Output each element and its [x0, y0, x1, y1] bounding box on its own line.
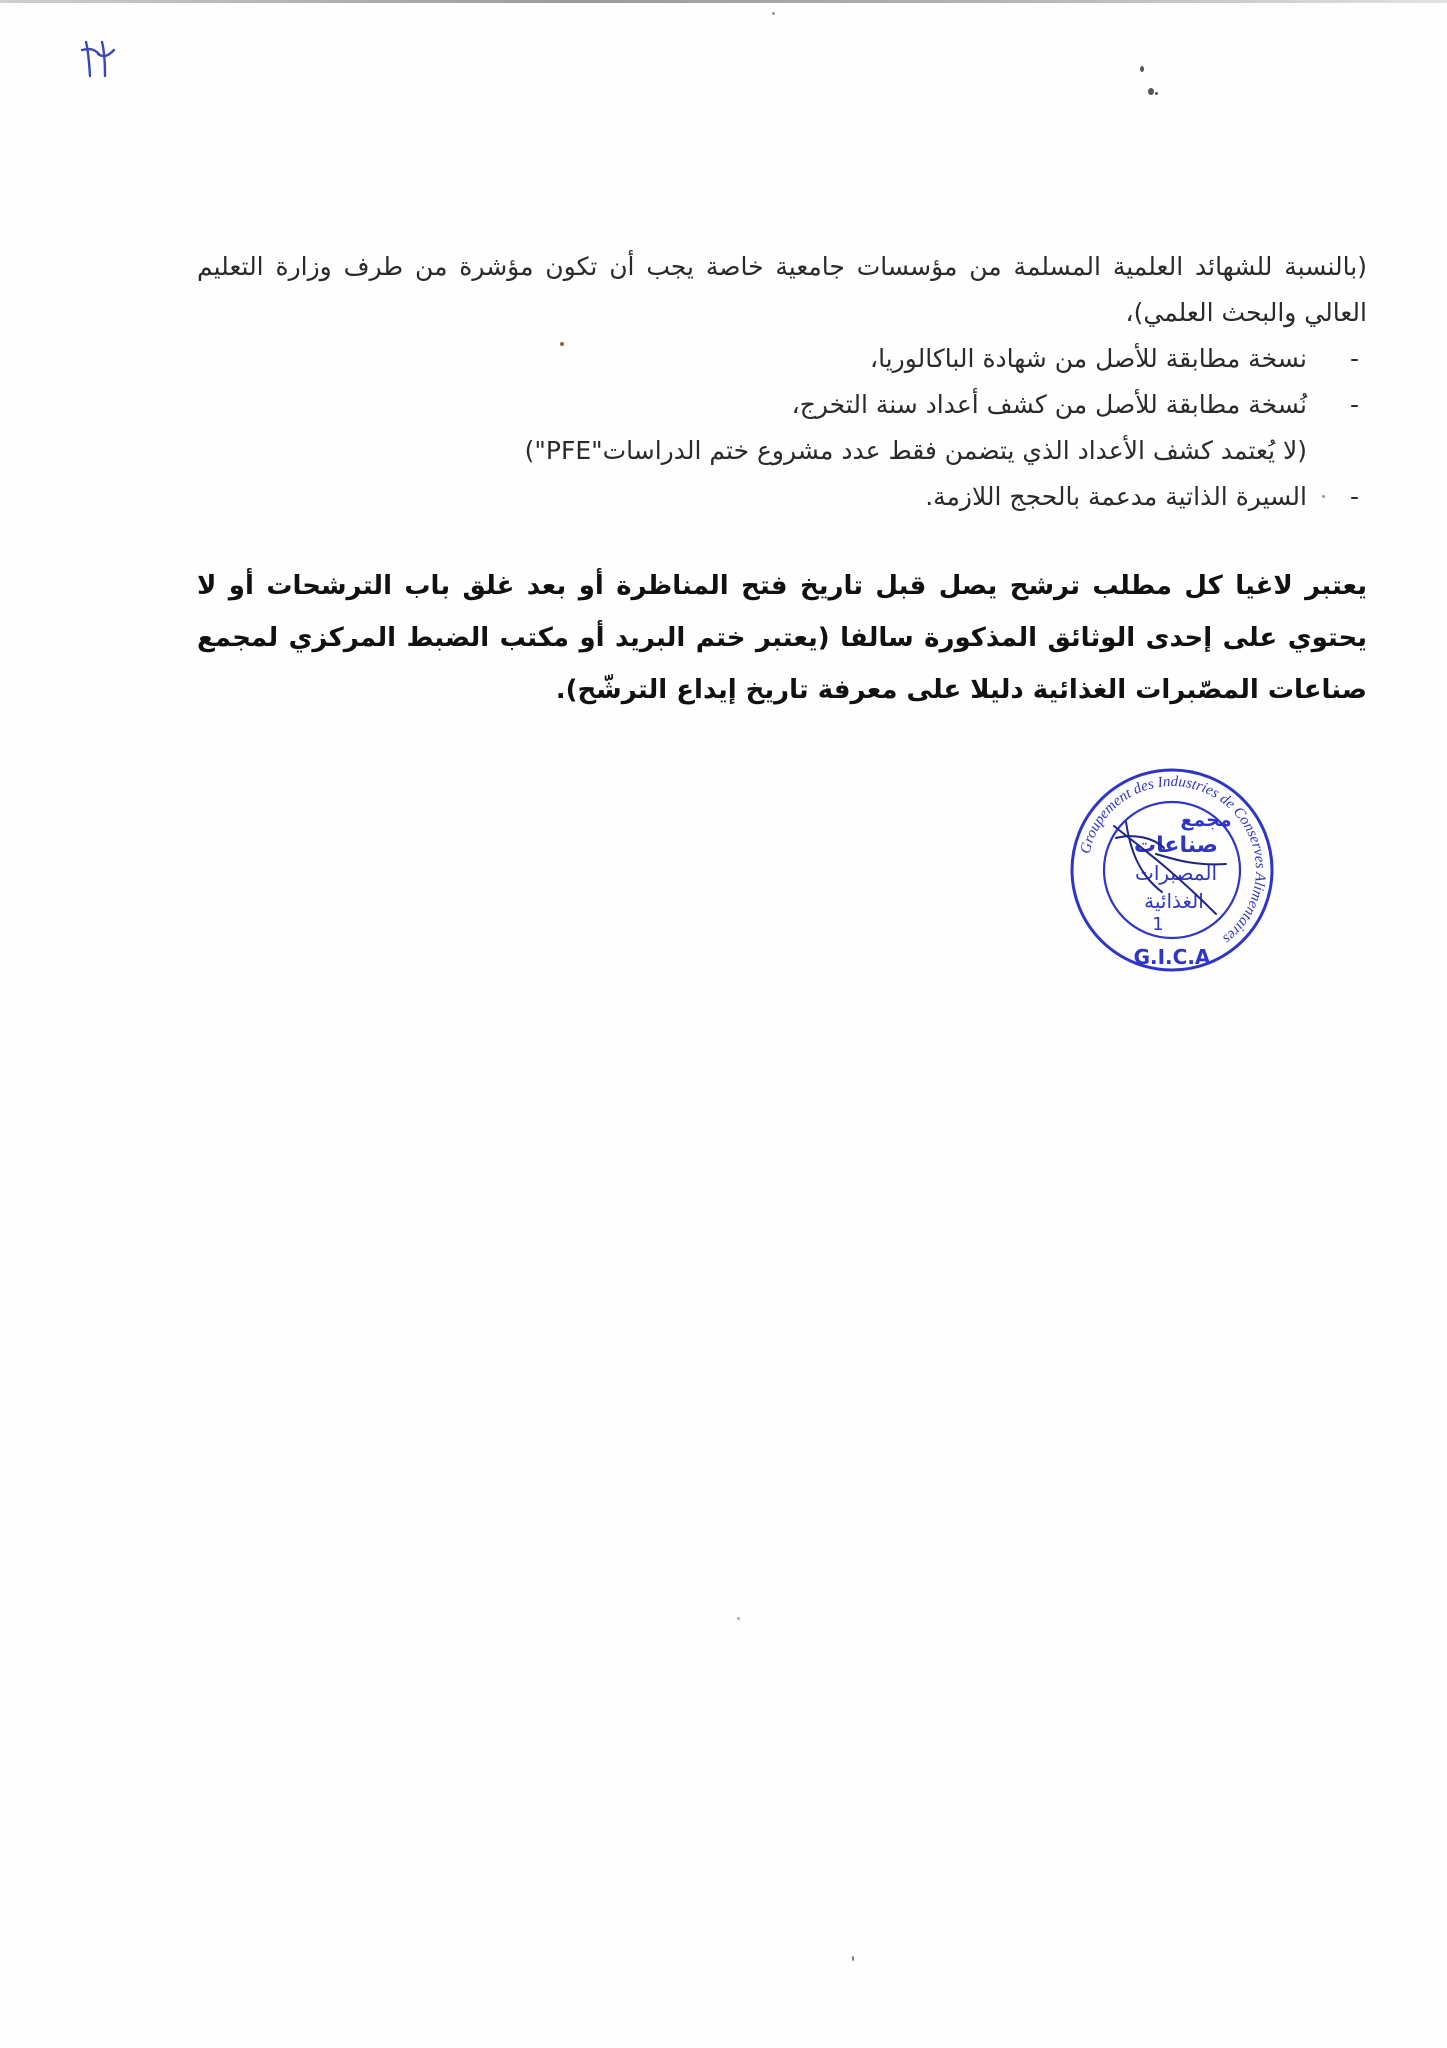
list-item-text: نُسخة مطابقة للأصل من كشف أعداد سنة التخرج،	[791, 390, 1307, 419]
list-item-text: نسخة مطابقة للأصل من شهادة الباكالوريا،	[870, 344, 1307, 373]
list-item	[267, 336, 1367, 382]
scan-speck	[1140, 66, 1144, 72]
scan-speck	[737, 1617, 740, 1620]
official-stamp	[1066, 764, 1278, 976]
stamp-inner-text: الغذائية	[1144, 889, 1204, 913]
stamp-acronym: G.I.C.A	[1133, 945, 1211, 969]
scan-speck	[1148, 88, 1154, 95]
rejection-notice-paragraph: يعتبر لاغيا كل مطلب ترشح يصل قبل تاريخ فتح المناظرة أو بعد غلق باب الترشحات أو لا يحتوي على إحدى الوثائق المذكورة سالفا (يعتبر ختم البريد أو مكتب الضبط المركزي لمجمع صناعات المصّبرات الغذائية دليلا على معرفة تاريخ إيداع الترشّح).	[197, 571, 1367, 705]
list-item-note	[267, 428, 1367, 474]
scan-top-edge	[0, 0, 1447, 3]
stamp-inner-text: صناعات	[1134, 833, 1218, 858]
handwritten-page-number	[72, 36, 120, 84]
list-item-text: (لا يُعتمد كشف الأعداد الذي يتضمن فقط عدد مشروع ختم الدراسات"PFE")	[524, 436, 1307, 465]
scan-speck	[772, 12, 775, 15]
list-bullet: -	[1349, 482, 1359, 511]
list-item	[267, 474, 1367, 520]
list-bullet: -	[1349, 344, 1359, 373]
list-item-text: السيرة الذاتية مدعمة بالحجج اللازمة.	[925, 482, 1307, 511]
scan-speck	[852, 1956, 854, 1961]
list-bullet: -	[1349, 390, 1359, 419]
stamp-number: 1	[1152, 914, 1164, 935]
stamp-inner-text: مجمع	[1180, 809, 1232, 831]
scan-speck	[1155, 92, 1158, 95]
stamp-inner-text: المصبرات	[1134, 861, 1218, 885]
intro-paragraph: (بالنسبة للشهائد العلمية المسلمة من مؤسسات جامعية خاصة يجب أن تكون مؤشرة من طرف وزارة التعليم العالي والبحث العلمي)،	[197, 252, 1367, 327]
required-documents-list	[267, 336, 1367, 520]
list-item	[267, 382, 1367, 428]
stamp-outer-text: Groupement des Industries de Conserves Alimentaires	[1077, 773, 1269, 947]
